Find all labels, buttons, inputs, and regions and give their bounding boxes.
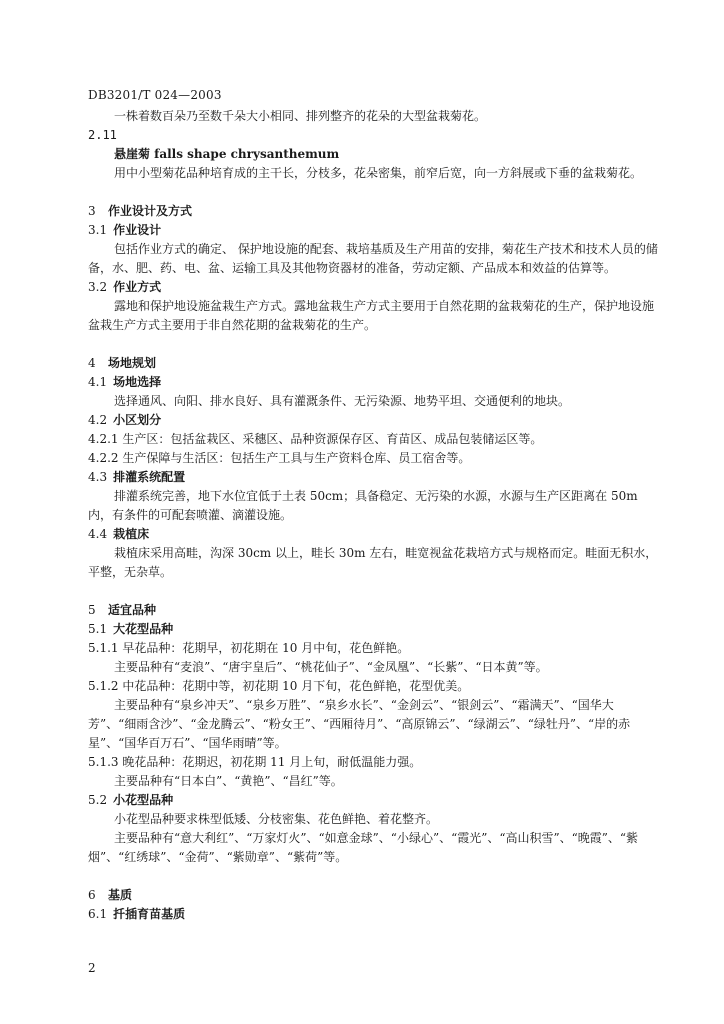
paragraph: 4.2.1 生产区：包括盆栽区、采穗区、品种资源保存区、育苗区、成品包装储运区等。 (88, 432, 543, 446)
subsection-heading-3-2: 3.2 作业方式 (88, 280, 162, 294)
paragraph: 4.2.2 生产保障与生活区：包括生产工具与生产资料仓库、员工宿舍等。 (88, 451, 471, 465)
subsection-heading-3-1: 3.1 作业设计 (88, 223, 162, 237)
page-number: 2 (88, 961, 96, 975)
paragraph: 选择通风、向阳、排水良好、具有灌溉条件、无污染源、地势平坦、交通便利的地块。 (114, 394, 571, 408)
clause-number: 2.11 (88, 128, 117, 142)
paragraph: 排灌系统完善，地下水位宜低于土表 50cm；具备稳定、无污染的水源，水源与生产区距离在 50m 内，有条件的可配套喷灌、滴灌设施。 (88, 489, 638, 522)
paragraph: 露地和保护地设施盆栽生产方式。露地盆栽生产方式主要用于自然花期的盆栽菊花的生产，保护地设施盆栽生产方式主要用于非自然花期的盆栽菊花的生产。 (88, 299, 655, 332)
paragraph: 主要品种有“意大利红”、“万家灯火”、“如意金球”、“小绿心”、“霞光”、“高山积雪”、“晚霞”、“紫烟”、“红绣球”、“金荷”、“紫勋章”、“紫荷”等。 (88, 831, 639, 864)
subsection-heading-5-2: 5.2 小花型品种 (88, 793, 174, 807)
paragraph: 一株着数百朵乃至数千朵大小相同、排列整齐的花朵的大型盆栽菊花。 (114, 109, 487, 123)
section-heading-6: 6 基质 (88, 888, 133, 902)
section-heading-3: 3 作业设计及方式 (88, 204, 193, 218)
document-body (88, 107, 662, 924)
subsection-heading-4-1: 4.1 场地选择 (88, 375, 162, 389)
paragraph: 用中小型菊花品种培育成的主干长，分枝多，花朵密集，前窄后宽，向一方斜展或下垂的盆栽菊花。 (114, 166, 643, 180)
paragraph: 5.1.1 早花品种：花期早，初花期在 10 月中旬，花色鲜艳。 (88, 641, 410, 655)
section-heading-5: 5 适宜品种 (88, 603, 157, 617)
document-header: DB3201/T 024—2003 (88, 88, 222, 102)
paragraph: 栽植床采用高畦，沟深 30cm 以上，畦长 30m 左右，畦宽视盆花栽培方式与规格而定。畦面无积水，平整，无杂草。 (88, 546, 658, 579)
paragraph: 5.1.2 中花品种：花期中等，初花期 10 月下旬，花色鲜艳，花型优美。 (88, 679, 470, 693)
paragraph: 小花型品种要求株型低矮、分枝密集、花色鲜艳、着花整齐。 (114, 812, 439, 826)
section-heading-4: 4 场地规划 (88, 356, 157, 370)
subsection-heading-4-2: 4.2 小区划分 (88, 413, 162, 427)
paragraph: 5.1.3 晚花品种：花期迟，初花期 11 月上旬，耐低温能力强。 (88, 755, 422, 769)
subsection-heading-5-1: 5.1 大花型品种 (88, 622, 174, 636)
subsection-heading-4-4: 4.4 栽植床 (88, 527, 150, 541)
term-title: 悬崖菊 falls shape chrysanthemum (114, 147, 340, 161)
subsection-heading-4-3: 4.3 排灌系统配置 (88, 470, 186, 484)
paragraph: 主要品种有“麦浪”、“唐宇皇后”、“桃花仙子”、“金凤凰”、“长紫”、“日本黄”等。 (114, 660, 548, 674)
paragraph: 主要品种有“日本白”、“黄艳”、“昌红”等。 (114, 774, 343, 788)
paragraph: 主要品种有“泉乡冲天”、“泉乡万胜”、“泉乡水长”、“金剑云”、“银剑云”、“霜满天”、“国华大芳”、“细雨含沙”、“金龙腾云”、“粉女王”、“西厢待月”、“高原锦云”、“绿湖云”、“绿牡丹”、“岸的赤星”、“国华百万石”、“国华雨晴”等。 (88, 698, 631, 750)
paragraph: 包括作业方式的确定、 保护地设施的配套、栽培基质及生产用苗的安排，菊花生产技术和技术人员的储备，水、肥、药、电、盆、运输工具及其他物资器材的准备，劳动定额、产品成本和效益的估算等。 (88, 242, 658, 275)
subsection-heading-6-1: 6.1 扦插育苗基质 (88, 907, 186, 921)
